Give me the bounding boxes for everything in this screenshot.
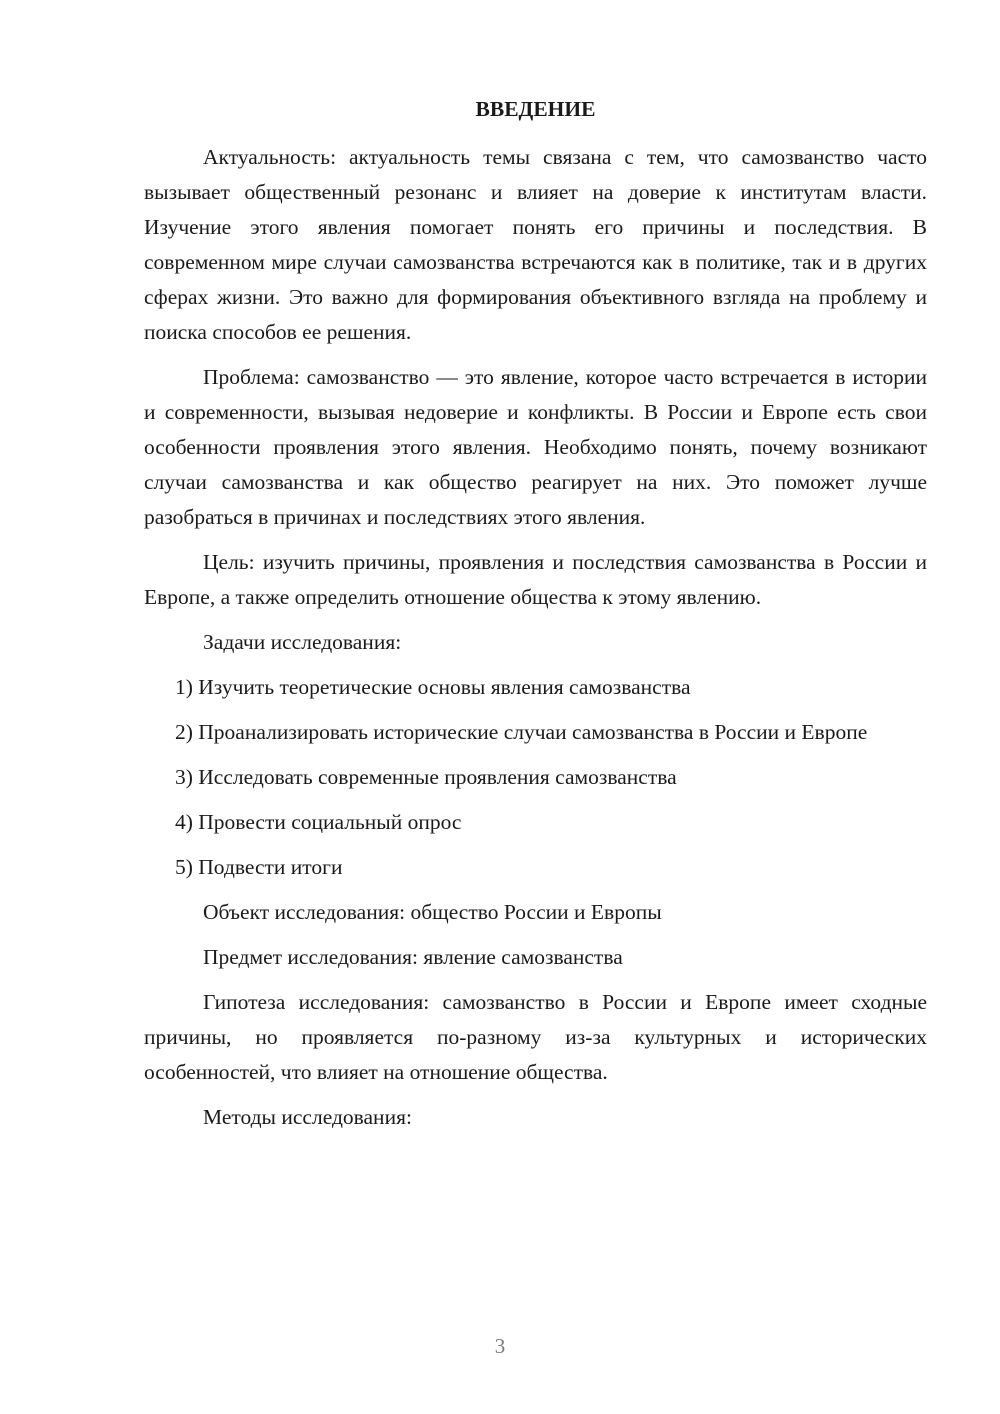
task-item: 3) Исследовать современные проявления самозванства [175, 765, 677, 789]
page-number: 3 [494, 1334, 506, 1358]
task-item: 2) Проанализировать исторические случаи самозванства в России и Европе [175, 720, 868, 744]
hypothesis-paragraph: Гипотеза исследования: самозванство в России и Европе имеет сходные причины, но проявляется по-разному из-за культурных и исторических особенностей, что влияет на отношение общества. [144, 990, 927, 1084]
problem-paragraph: Проблема: самозванство — это явление, которое часто встречается в истории и современности, вызывая недоверие и конфликты. В России и Европе есть свои особенности проявления этого явления. Необходимо понять, почему возникают случаи самозванства и как общество реагирует на них. Это поможет лучше разобраться в причинах и последствиях этого явления. [144, 365, 927, 529]
task-item: 4) Провести социальный опрос [175, 810, 462, 834]
tasks-title: Задачи исследования: [203, 630, 402, 654]
relevance-paragraph: Актуальность: актуальность темы связана с тем, что самозванство часто вызывает общественный резонанс и влияет на доверие к институтам власти. Изучение этого явления помогает понять его причины и последствия. В современном мире случаи самозванства встречаются как в политике, так и в других сферах жизни. Это важно для формирования объективного взгляда на проблему и поиска способов ее решения. [144, 145, 927, 344]
methods-title: Методы исследования: [203, 1105, 412, 1129]
task-item: 1) Изучить теоретические основы явления самозванства [175, 675, 691, 699]
research-subject: Предмет исследования: явление самозванства [203, 945, 623, 969]
task-item: 5) Подвести итоги [175, 855, 343, 879]
section-heading: ВВЕДЕНИЕ [475, 97, 596, 121]
research-object: Объект исследования: общество России и Европы [203, 900, 662, 924]
page-content [144, 92, 927, 1145]
goal-paragraph: Цель: изучить причины, проявления и последствия самозванства в России и Европе, а также определить отношение общества к этому явлению. [144, 550, 927, 609]
